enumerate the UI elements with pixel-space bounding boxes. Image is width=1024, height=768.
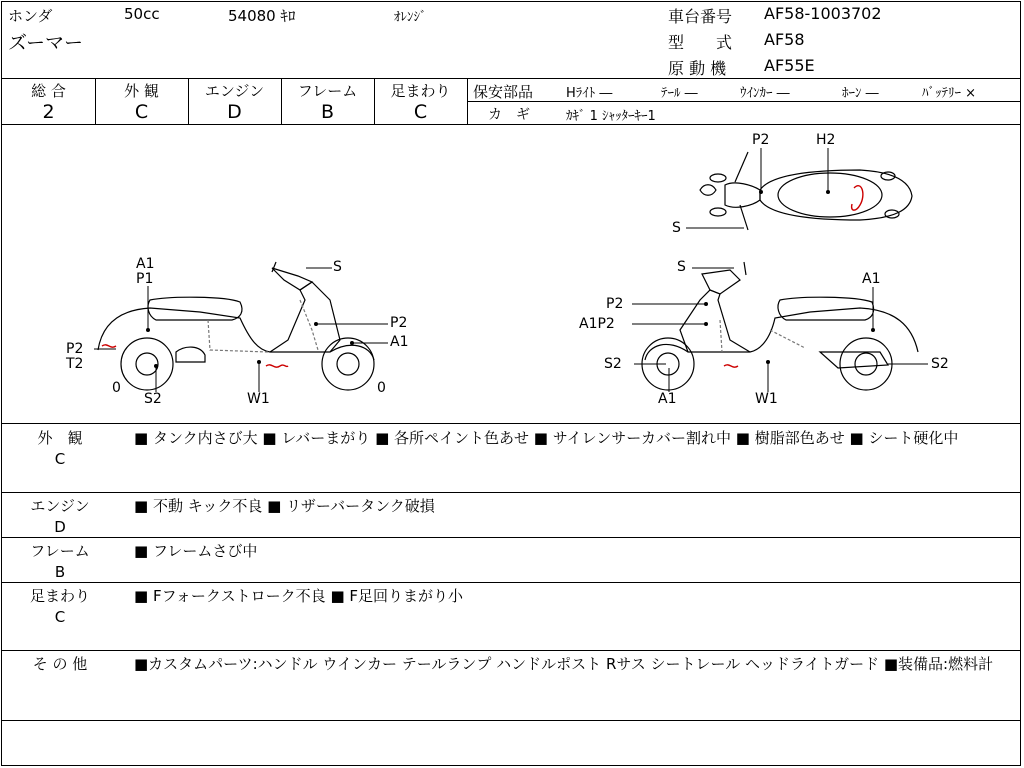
section-frame-title: フレーム [30, 542, 90, 560]
maker: ホンダ [8, 7, 53, 25]
key-label: カ ギ [488, 107, 530, 123]
safety-winker: ｳｲﾝｶｰ ― [740, 86, 790, 101]
safety-horn: ﾎｰﾝ ― [842, 86, 879, 101]
scooter-top-view [700, 152, 912, 230]
displacement: 50cc [124, 5, 160, 23]
damage-marks [102, 186, 863, 367]
section-divider-1 [2, 492, 1021, 493]
label-left-p1: P1 [136, 271, 154, 287]
label-left-zero-rear: 0 [377, 380, 386, 396]
frame-no-label: 車台番号 [668, 7, 733, 26]
grade-engine-value: D [227, 101, 242, 123]
leader-lines [94, 148, 928, 392]
label-left-zero-front: 0 [112, 380, 121, 396]
label-right-a1-bottom: A1 [658, 391, 677, 407]
label-right-s: S [677, 259, 686, 275]
label-right-a1: A1 [862, 271, 881, 287]
safety-title: 保安部品 [473, 83, 534, 101]
label-left-a1-right: A1 [390, 334, 409, 350]
engine-label: 原 動 機 [668, 59, 727, 78]
label-right-a1p2: A1P2 [579, 316, 615, 332]
section-exterior-text: ■ タンク内さび大 ■ レバーまがり ■ 各所ペイント色あせ ■ サイレンサーカバー割れ中 ■ 樹脂部色あせ ■ シート硬化中 [134, 429, 959, 447]
mileage: 54080 ｷﾛ [228, 7, 296, 25]
label-right-s2-front: S2 [604, 356, 622, 372]
label-left-p2-right: P2 [390, 315, 408, 331]
section-exterior-grade: C [54, 450, 66, 468]
model-name: ズーマー [8, 32, 84, 54]
label-right-s2-rear: S2 [931, 356, 949, 372]
label-right-w1: W1 [755, 391, 778, 407]
label-top-s: S [672, 220, 681, 236]
section-suspension-text: ■ Fフォークストローク不良 ■ F足回りまがり小 [134, 587, 464, 605]
section-other-title: そ の 他 [32, 655, 88, 673]
label-top-h2: H2 [816, 132, 836, 148]
label-left-t2: T2 [66, 356, 84, 372]
section-exterior-title: 外 観 [37, 429, 83, 447]
grade-exterior-label: 外 観 [124, 82, 159, 100]
section-frame-text: ■ フレームさび中 [134, 542, 258, 560]
key-value: ｶｷﾞ 1 ｼｬｯﾀｰｷｰ1 [566, 109, 656, 124]
grade-suspension-label: 足まわり [390, 82, 451, 100]
label-top-p2: P2 [752, 132, 770, 148]
section-engine-title: エンジン [30, 497, 90, 515]
engine-value: AF55E [764, 56, 815, 75]
label-right-p2: P2 [606, 296, 624, 312]
label-left-w1: W1 [247, 391, 270, 407]
section-divider-2 [2, 537, 1021, 538]
label-left-p2: P2 [66, 341, 84, 357]
grade-exterior-value: C [134, 101, 149, 123]
grade-total-value: 2 [42, 101, 55, 123]
section-divider-3 [2, 582, 1021, 583]
color: ｵﾚﾝｼﾞ [394, 10, 427, 25]
label-left-s: S [333, 259, 342, 275]
section-engine-text: ■ 不動 キック不良 ■ リザーバータンク破損 [134, 497, 435, 515]
grade-frame-value: B [320, 101, 335, 123]
label-left-s2: S2 [144, 391, 162, 407]
safety-tail: ﾃｰﾙ ― [661, 86, 698, 101]
section-suspension-title: 足まわり [29, 587, 90, 605]
section-suspension-grade: C [54, 608, 66, 626]
section-other-text: ■カスタムパーツ:ハンドル ウインカー テールランプ ハンドルポスト Rサス シートレール ヘッドライトガード ■装備品:燃料計 [134, 655, 994, 673]
section-divider-4 [2, 650, 1021, 651]
frame-no: AF58-1003702 [764, 4, 882, 23]
safety-battery: ﾊﾞｯﾃﾘｰ × [922, 86, 977, 101]
type-value: AF58 [764, 30, 805, 49]
grade-engine-label: エンジン [204, 82, 265, 100]
grade-suspension-value: C [413, 101, 428, 123]
section-engine-grade: D [54, 518, 66, 536]
safety-headlight: Hﾗｲﾄ ― [566, 86, 613, 101]
section-divider-5 [2, 720, 1021, 721]
type-label: 型 式 [668, 33, 733, 52]
section-frame-grade: B [54, 563, 66, 581]
grade-frame-label: フレーム [297, 82, 358, 100]
label-left-a1: A1 [136, 256, 155, 272]
grade-total-label: 総 合 [31, 82, 66, 100]
